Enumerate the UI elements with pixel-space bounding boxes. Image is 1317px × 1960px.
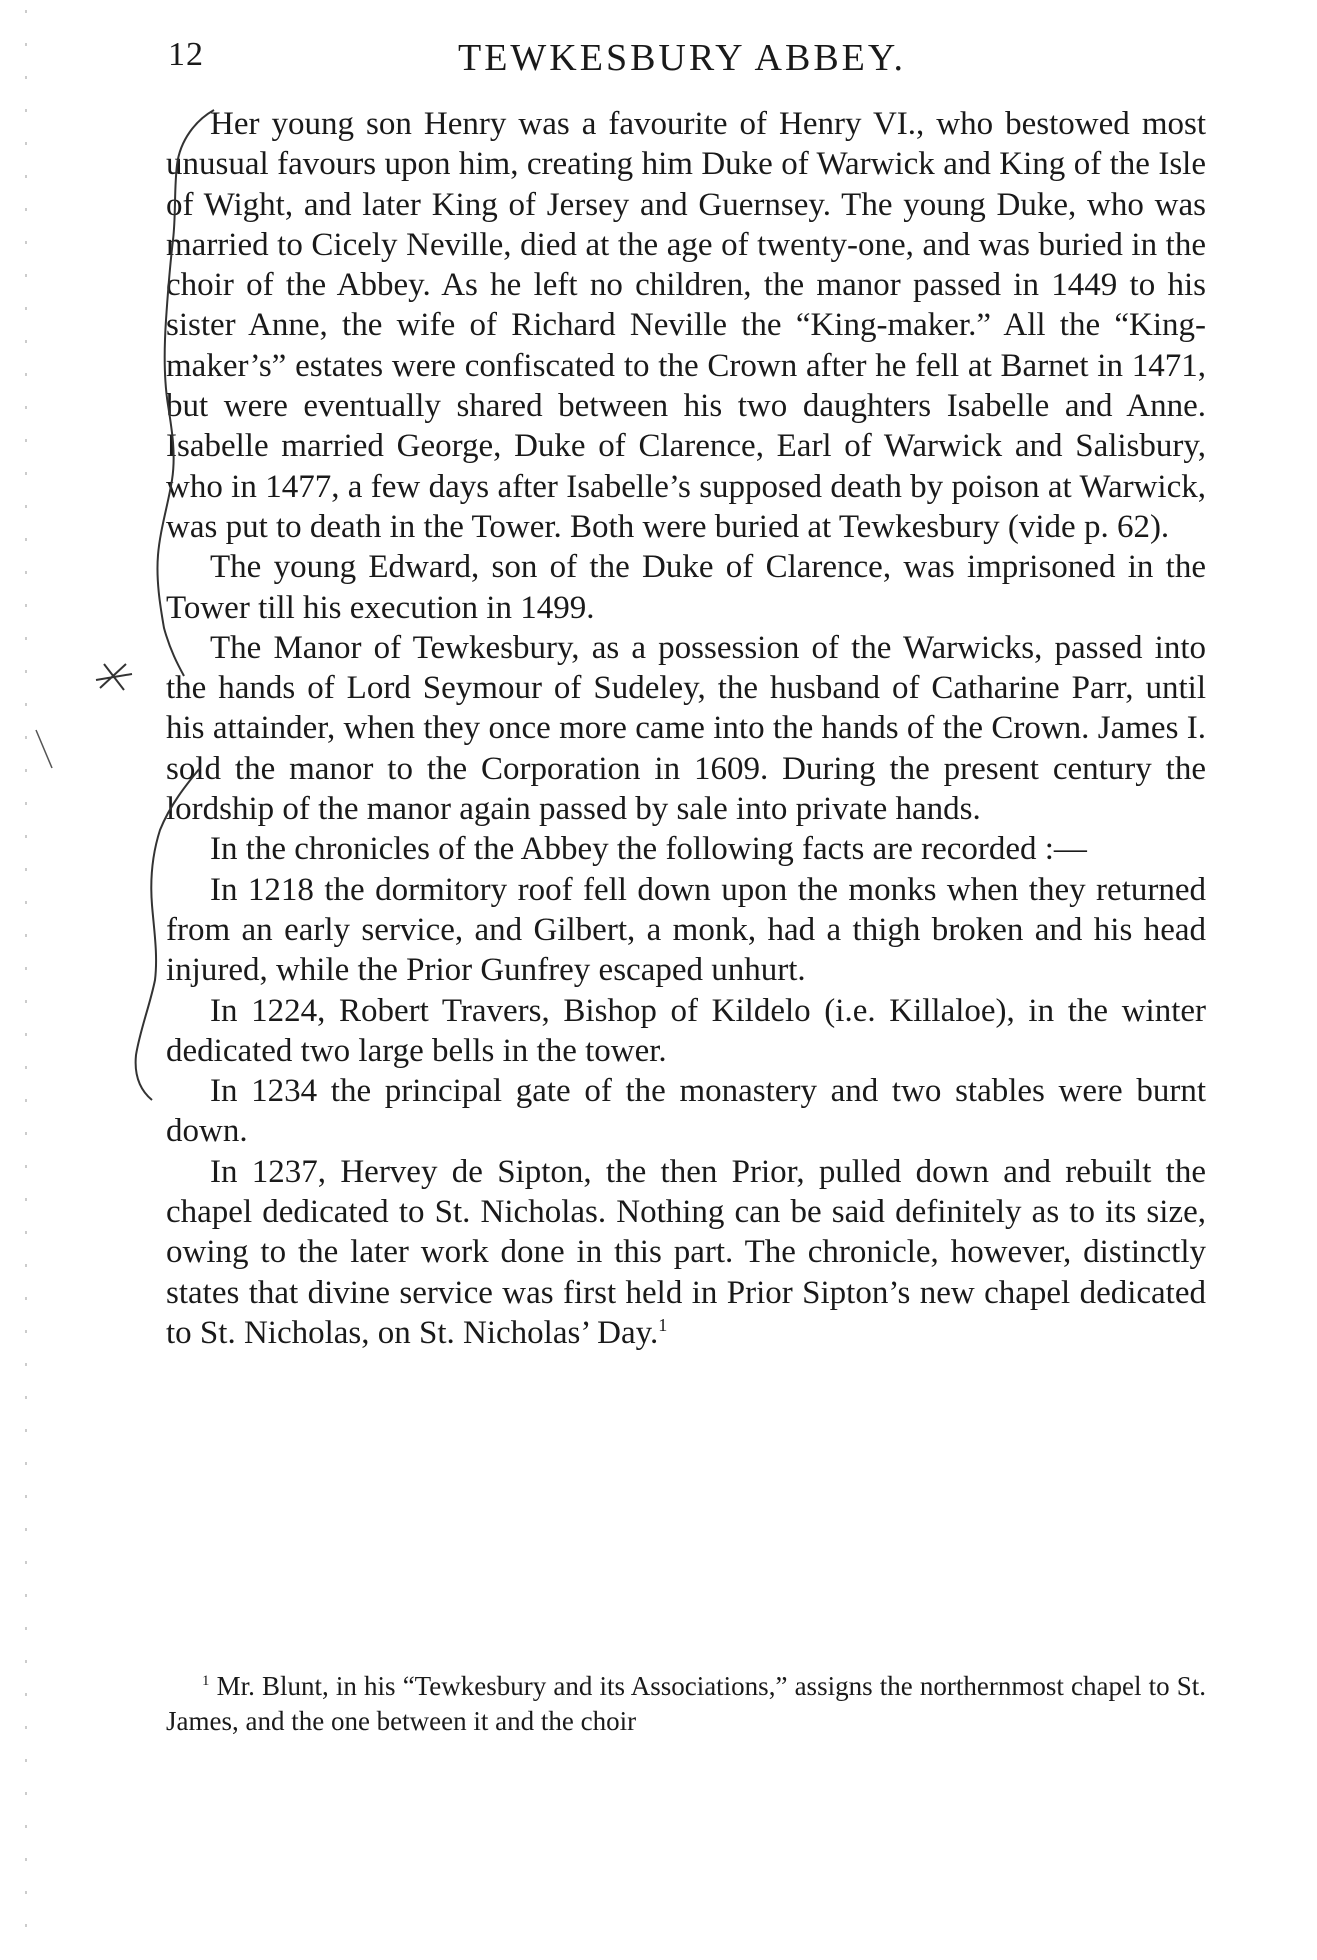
paragraph-young-edward: The young Edward, son of the Duke of Clarence, was imprisoned in the Tower till his execution in 1499.	[166, 549, 1206, 626]
paragraph-1218-dormitory: In 1218 the dormitory roof fell down upon the monks when they returned from an early service, and Gilbert, a monk, had a thigh broken and his head injured, while the Prior Gunfrey escaped unhurt.	[166, 871, 1206, 989]
footnote-reference: 1	[658, 1314, 668, 1335]
footnote-text: Mr. Blunt, in his “Tewkesbury and its Associations,” assigns the northernmost chapel to St. James, and the one between it and the choir	[166, 1671, 1207, 1736]
paragraph-isabelle-and-anne: Her young son Henry was a favourite of Henry VI., who bestowed most unusual favours upon him, creating him Duke of Warwick and King of the Isle of Wight, and later King of Jersey and Guernsey. The young Duke, who was married to Cicely Neville, died at the age of twenty-one, and was buried in the choir of the Abbey. As he left no children, the manor passed in 1449 to his sister Anne, the wife of Richard Neville the “King-maker.” All the “King-maker’s” estates were confiscated to the Crown after he fell at Barnet in 1471, but were eventually shared between his two daughters Isabelle and Anne. Isabelle married George, Duke of Clarence, Earl of Warwick and Salisbury, who in 1477, a few days after Isabelle’s supposed death by poison at Warwick, was put to death in the Tower. Both were buried at Tewkesbury (vide p. 62).	[166, 106, 1206, 545]
footnote-1	[166, 1669, 1206, 1739]
paragraph-manor-of-tewkesbury: The Manor of Tewkesbury, as a possession of the Warwicks, passed into the hands of Lord Seymour of Sudeley, the husband of Catharine Parr, until his attainder, when they once more came into the hands of the Crown. James I. sold the manor to the Corporation in 1609. During the present century the lordship of the manor again passed by sale into private hands.	[166, 629, 1206, 828]
running-title: TEWKESBURY ABBEY.	[458, 37, 906, 79]
paragraph-1234-gate: In 1234 the principal gate of the monastery and two stables were burnt down.	[166, 1073, 1206, 1150]
running-head	[168, 36, 1206, 86]
footnotes	[166, 1669, 1206, 1739]
paragraph-1237-chapel	[166, 1152, 1206, 1353]
body-text	[166, 104, 1206, 1353]
paragraph-1224-bells: In 1224, Robert Travers, Bishop of Kildelo (i.e. Killaloe), in the winter dedicated two large bells in the tower.	[166, 992, 1206, 1069]
margin-cross-mark	[96, 664, 132, 690]
margin-tick-line	[36, 730, 52, 768]
paragraph-chronicles-intro: In the chronicles of the Abbey the following facts are recorded :—	[210, 831, 1087, 868]
footnote-marker: 1	[202, 1673, 210, 1689]
page-number: 12	[168, 36, 204, 73]
paragraph-1237-text: In 1237, Hervey de Sipton, the then Prior, pulled down and rebuilt the chapel dedicated to St. Nicholas. Nothing can be said definitely as to its size, owing to the later work done in this part. The chronicle, however, distinctly states that divine service was first held in Prior Sipton’s new chapel dedicated to St. Nicholas, on St. Nicholas’ Day.	[166, 1153, 1206, 1351]
